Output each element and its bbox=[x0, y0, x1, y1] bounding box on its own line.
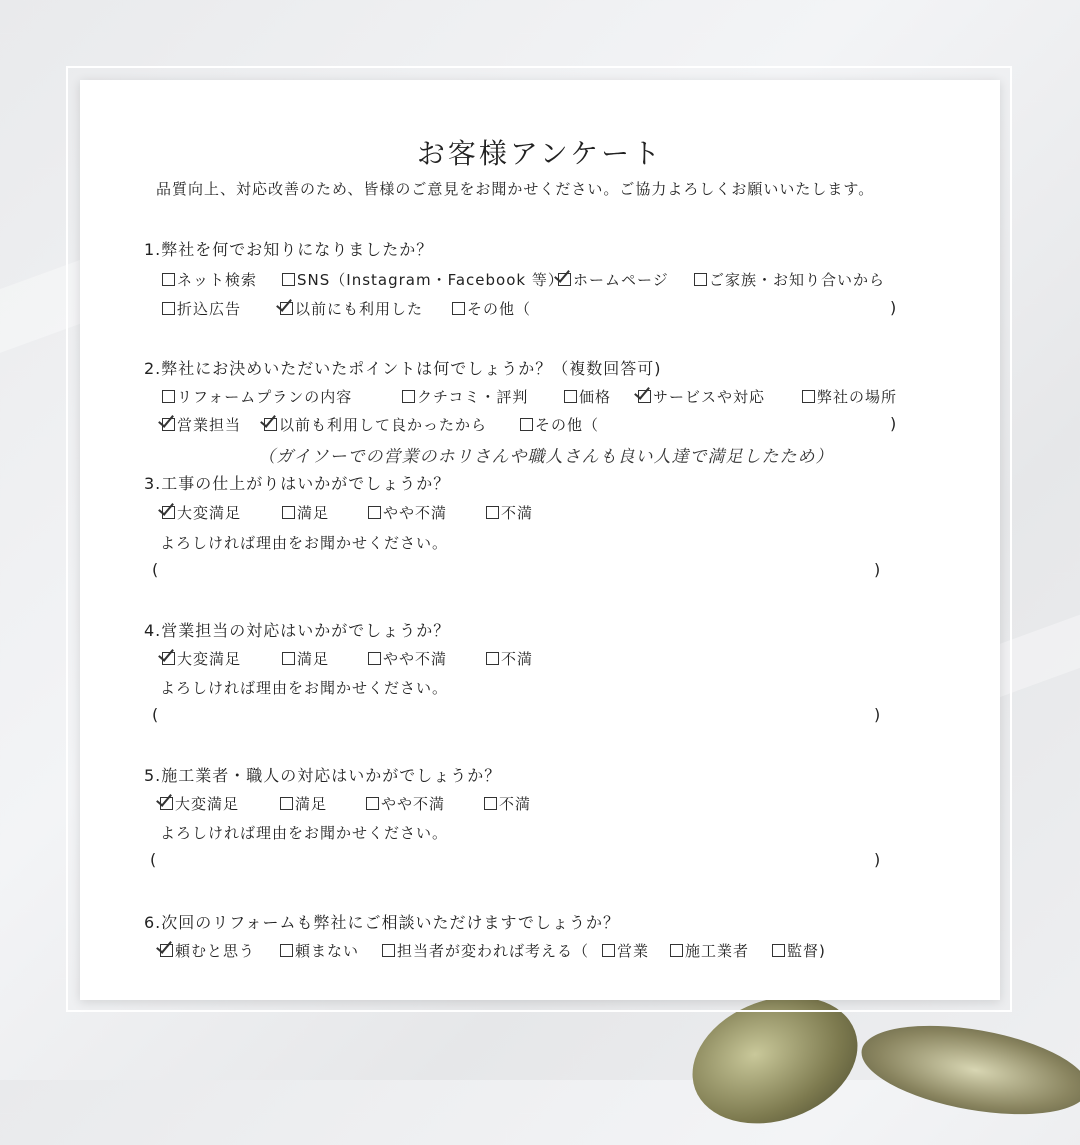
checkbox-checked[interactable] bbox=[160, 797, 173, 810]
checkbox-checked[interactable] bbox=[162, 418, 175, 431]
checkbox[interactable] bbox=[282, 652, 295, 665]
q5-option[interactable]: 大変満足 bbox=[160, 793, 239, 814]
checkbox[interactable] bbox=[366, 797, 379, 810]
checkbox-checked[interactable] bbox=[162, 506, 175, 519]
checkbox[interactable] bbox=[368, 506, 381, 519]
q1-option[interactable]: SNS（Instagram・Facebook 等） bbox=[282, 269, 564, 290]
checkbox[interactable] bbox=[484, 797, 497, 810]
checkbox-checked[interactable] bbox=[558, 273, 571, 286]
q1-option[interactable]: ご家族・お知り合いから bbox=[694, 269, 885, 290]
question-1: 1.弊社を何でお知りになりましたか？ bbox=[144, 240, 434, 259]
q6-option[interactable]: 頼むと思う bbox=[160, 940, 255, 961]
paren-open: ( bbox=[152, 705, 159, 724]
q2-option[interactable]: その他（ bbox=[520, 414, 599, 435]
q5-option[interactable]: 満足 bbox=[280, 793, 327, 814]
q5-option[interactable]: やや不満 bbox=[366, 793, 445, 814]
checkbox[interactable] bbox=[162, 302, 175, 315]
checkbox-checked[interactable] bbox=[162, 652, 175, 665]
checkbox[interactable] bbox=[452, 302, 465, 315]
q1-option[interactable]: ネット検索 bbox=[162, 269, 257, 290]
q4-option[interactable]: 不満 bbox=[486, 648, 533, 669]
checkbox[interactable] bbox=[280, 797, 293, 810]
q6-option[interactable]: 監督) bbox=[772, 940, 826, 961]
q1-option[interactable]: 以前にも利用した bbox=[280, 298, 423, 319]
q2-option[interactable]: 弊社の場所 bbox=[802, 386, 897, 407]
q4-option[interactable]: 満足 bbox=[282, 648, 329, 669]
q4-option[interactable]: やや不満 bbox=[368, 648, 447, 669]
checkbox[interactable] bbox=[772, 944, 785, 957]
handwritten-answer: （ガイソーでの営業のホリさんや職人さんも良い人達で満足したため） bbox=[258, 447, 834, 467]
checkbox[interactable] bbox=[486, 506, 499, 519]
checkbox[interactable] bbox=[694, 273, 707, 286]
q4-option[interactable]: 大変満足 bbox=[162, 648, 241, 669]
checkbox[interactable] bbox=[282, 506, 295, 519]
paren-open: ( bbox=[152, 560, 159, 579]
q1-option[interactable]: その他（ bbox=[452, 298, 531, 319]
q2-option[interactable]: クチコミ・評判 bbox=[402, 386, 528, 407]
q2-option[interactable]: 以前も利用して良かったから bbox=[264, 414, 487, 435]
page-title: お客様アンケート bbox=[416, 137, 664, 170]
checkbox[interactable] bbox=[670, 944, 683, 957]
checkbox-checked[interactable] bbox=[264, 418, 277, 431]
q1-option[interactable]: 折込広告 bbox=[162, 298, 241, 319]
plant-leaf bbox=[855, 1011, 1080, 1130]
reason-prompt: よろしければ理由をお聞かせください。 bbox=[160, 679, 449, 697]
q1-option[interactable]: ホームページ bbox=[558, 269, 669, 290]
paren-open: ( bbox=[150, 850, 157, 869]
checkbox[interactable] bbox=[280, 944, 293, 957]
question-4: 4.営業担当の対応はいかがでしょうか？ bbox=[144, 621, 451, 640]
checkbox[interactable] bbox=[162, 273, 175, 286]
q3-option[interactable]: 満足 bbox=[282, 502, 329, 523]
q5-option[interactable]: 不満 bbox=[484, 793, 531, 814]
checkbox[interactable] bbox=[382, 944, 395, 957]
checkbox[interactable] bbox=[402, 390, 415, 403]
q6-option[interactable]: 担当者が変われば考える（ bbox=[382, 940, 589, 961]
subtitle: 品質向上、対応改善のため、皆様のご意見をお聞かせください。ご協力よろしくお願いいたします。 bbox=[156, 180, 875, 198]
q3-option[interactable]: 不満 bbox=[486, 502, 533, 523]
q3-option[interactable]: やや不満 bbox=[368, 502, 447, 523]
paren-close: ) bbox=[874, 705, 881, 724]
q2-option[interactable]: サービスや対応 bbox=[638, 386, 765, 407]
checkbox[interactable] bbox=[602, 944, 615, 957]
question-6: 6.次回のリフォームも弊社にご相談いただけますでしょうか？ bbox=[144, 913, 620, 932]
q3-option[interactable]: 大変満足 bbox=[162, 502, 241, 523]
checkbox[interactable] bbox=[520, 418, 533, 431]
paren-close: ) bbox=[874, 560, 881, 579]
checkbox-checked[interactable] bbox=[638, 390, 651, 403]
checkbox[interactable] bbox=[802, 390, 815, 403]
reason-prompt: よろしければ理由をお聞かせください。 bbox=[160, 824, 449, 842]
checkbox[interactable] bbox=[486, 652, 499, 665]
checkbox[interactable] bbox=[564, 390, 577, 403]
paren-close: ) bbox=[890, 298, 897, 317]
reason-prompt: よろしければ理由をお聞かせください。 bbox=[160, 534, 449, 552]
q2-option[interactable]: 営業担当 bbox=[162, 414, 241, 435]
question-3: 3.工事の仕上がりはいかがでしょうか？ bbox=[144, 474, 451, 493]
checkbox-checked[interactable] bbox=[280, 302, 293, 315]
paren-close: ) bbox=[890, 414, 897, 433]
checkbox[interactable] bbox=[162, 390, 175, 403]
checkbox[interactable] bbox=[282, 273, 295, 286]
q2-option[interactable]: 価格 bbox=[564, 386, 611, 407]
survey-sheet bbox=[80, 80, 1000, 1000]
paren-close: ) bbox=[874, 850, 881, 869]
question-2: 2.弊社にお決めいただいたポイントは何でしょうか？（複数回答可) bbox=[144, 359, 662, 378]
checkbox[interactable] bbox=[368, 652, 381, 665]
q6-option[interactable]: 営業 bbox=[602, 940, 649, 961]
q2-option[interactable]: リフォームプランの内容 bbox=[162, 386, 352, 407]
question-5: 5.施工業者・職人の対応はいかがでしょうか？ bbox=[144, 766, 502, 785]
checkbox-checked[interactable] bbox=[160, 944, 173, 957]
q6-option[interactable]: 頼まない bbox=[280, 940, 359, 961]
q6-option[interactable]: 施工業者 bbox=[670, 940, 749, 961]
